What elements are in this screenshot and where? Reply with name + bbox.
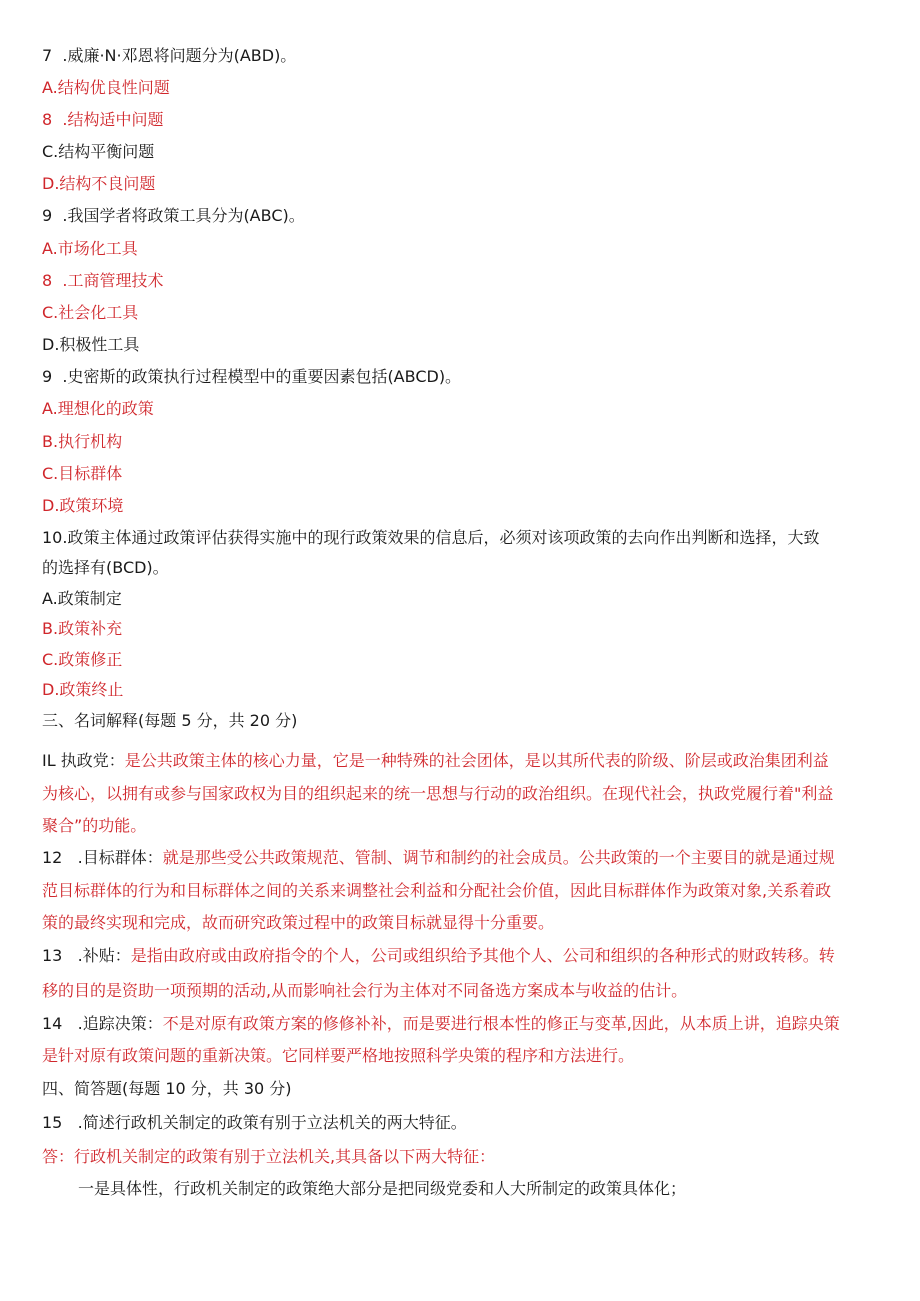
definition-12-term: 12 .目标群体： [42, 848, 163, 867]
section-4-heading: 四、简答题(每题 10 分，共 30 分) [42, 1079, 292, 1098]
question-10-stem-line-2: 的选择有(BCD)。 [42, 558, 169, 577]
question-7-option-c: C.结构平衡问题 [42, 142, 155, 161]
question-7-stem: 7 .威廉·N·邓恩将问题分为(ABD)。 [42, 46, 297, 65]
question-9a-option-b: 8 .工商管理技术 [42, 271, 164, 290]
question-9a-option-c: C.社会化工具 [42, 303, 139, 322]
definition-11-line-1 [42, 751, 829, 771]
question-7-option-d: D.结构不良问题 [42, 174, 156, 193]
question-9b-option-a: A.理想化的政策 [42, 399, 154, 418]
question-9a-stem: 9 .我国学者将政策工具分为(ABC)。 [42, 206, 305, 225]
definition-12-line-3: 策的最终实现和完成，故而研究政策过程中的政策目标就显得十分重要。 [42, 913, 555, 932]
definition-11-term: IL 执政党： [42, 751, 125, 770]
question-15-answer-intro: 答：行政机关制定的政策有别于立法机关,其具备以下两大特征： [42, 1147, 496, 1166]
section-3-heading: 三、名词解释(每题 5 分，共 20 分) [42, 711, 298, 730]
question-9a-option-a: A.市场化工具 [42, 239, 138, 258]
question-15-point-1: 一是具体性，行政机关制定的政策绝大部分是把同级党委和人大所制定的政策具体化； [78, 1179, 687, 1198]
definition-12-text-1: 就是那些受公共政策规范、管制、调节和制约的社会成员。公共政策的一个主要目的就是通过规 [162, 848, 835, 867]
definition-13-line-2: 移的目的是资助一项预期的活动,从而影响社会行为主体对不同备选方案成本与收益的估计。 [42, 981, 688, 1000]
question-15-stem: 15 .简述行政机关制定的政策有别于立法机关的两大特征。 [42, 1113, 467, 1132]
definition-14-text-1: 不是对原有政策方案的修修补补，而是要进行根本性的修正与变革,因此，从本质上讲，追踪央策 [162, 1014, 840, 1033]
definition-12-line-1 [42, 848, 835, 868]
definition-11-line-2: 为核心，以拥有或参与国家政权为目的组织起来的统一思想与行动的政治组织。在现代社会，执政党履行着"利益 [42, 784, 834, 803]
definition-14-line-1 [42, 1014, 840, 1034]
question-7-option-b: 8 .结构适中问题 [42, 110, 164, 129]
question-10-option-a: A.政策制定 [42, 589, 122, 608]
definition-13-text-1: 是指由政府或由政府指令的个人，公司或组织给予其他个人、公司和组织的各种形式的财政转移。转 [130, 946, 835, 965]
definition-11-line-3: 聚合”的功能。 [42, 816, 147, 835]
question-9b-option-c: C.目标群体 [42, 464, 123, 483]
definition-14-term: 14 .追踪决策： [42, 1014, 163, 1033]
question-9a-option-d: D.积极性工具 [42, 335, 140, 354]
definition-11-text-1: 是公共政策主体的核心力量，它是一种特殊的社会团体，是以其所代表的阶级、阶层或政治集团利益 [124, 751, 829, 770]
question-9b-stem: 9 .史密斯的政策执行过程模型中的重要因素包括(ABCD)。 [42, 367, 462, 386]
definition-14-line-2: 是针对原有政策问题的重新决策。它同样要严格地按照科学央策的程序和方法进行。 [42, 1046, 635, 1065]
question-9b-option-b: B.执行机构 [42, 432, 123, 451]
question-9b-option-d: D.政策环境 [42, 496, 124, 515]
definition-12-line-2: 范目标群体的行为和目标群体之间的关系来调整社会利益和分配社会价值，因此目标群体作为政策对象,关系着政 [42, 881, 832, 900]
definition-13-term: 13 .补贴： [42, 946, 131, 965]
question-10-option-b: B.政策补充 [42, 619, 123, 638]
question-10-stem-line-1: 10.政策主体通过政策评估获得实施中的现行政策效果的信息后，必须对该项政策的去向作出判断和选择，大致 [42, 528, 820, 547]
definition-13-line-1 [42, 946, 835, 966]
question-7-option-a: A.结构优良性问题 [42, 78, 170, 97]
question-10-option-c: C.政策修正 [42, 650, 123, 669]
question-10-option-d: D.政策终止 [42, 680, 124, 699]
